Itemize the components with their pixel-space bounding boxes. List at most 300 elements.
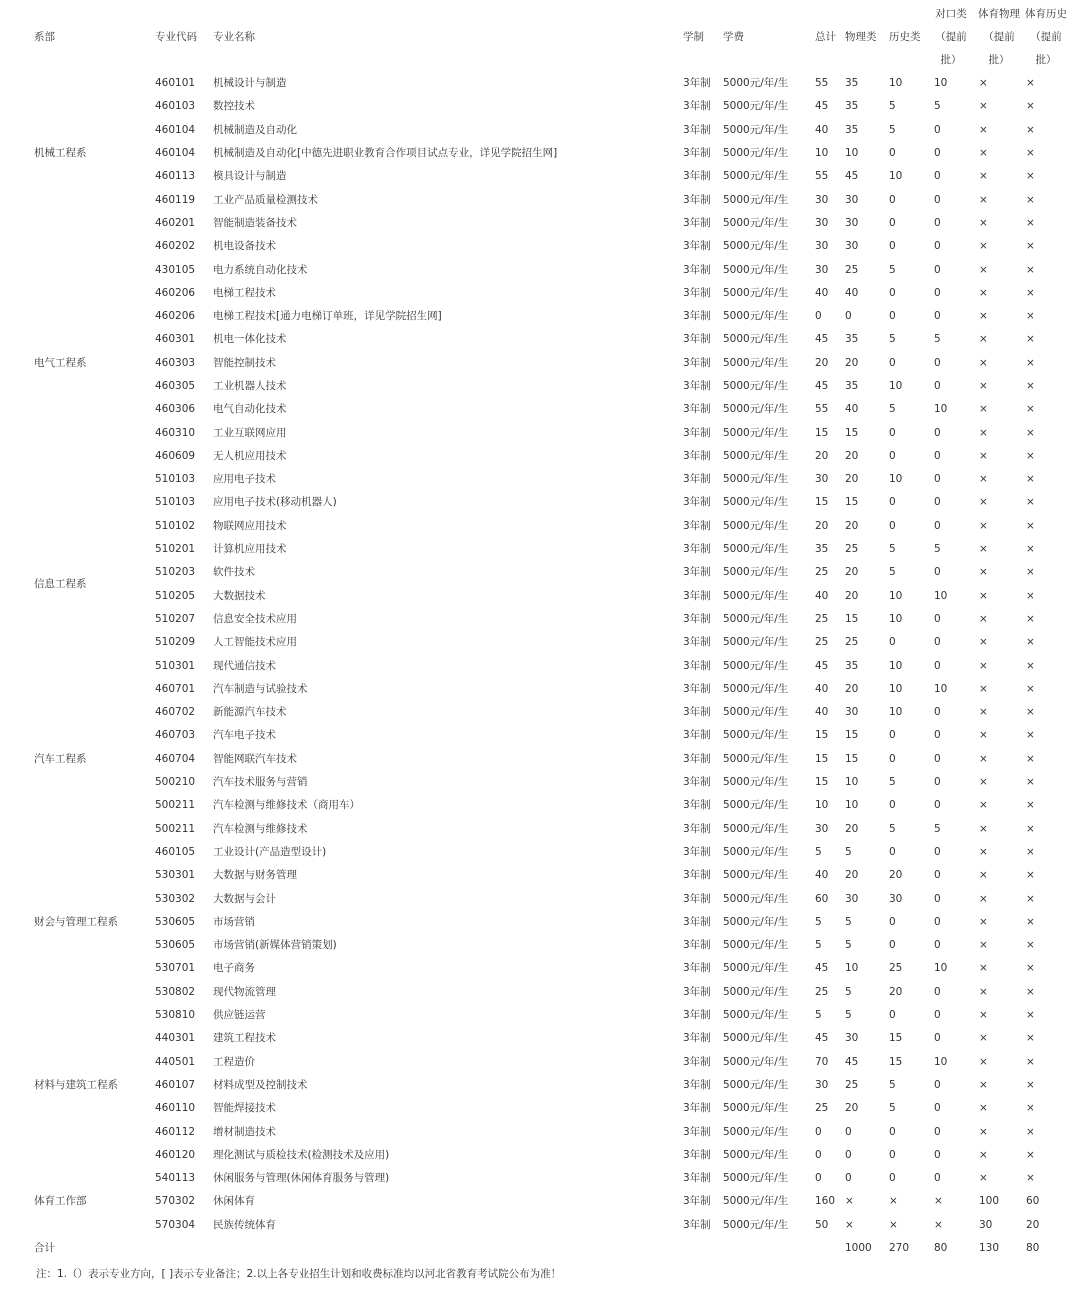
cell-sport-physics: × [979, 123, 988, 136]
cell-fee: 5000元/年/生 [723, 682, 789, 695]
cell-duration: 3年制 [683, 822, 711, 835]
cell-name: 软件技术 [213, 566, 255, 579]
cell-physics: 30 [845, 892, 859, 905]
cell-name: 应用电子技术(移动机器人) [213, 496, 337, 509]
cell-duikou: 0 [934, 752, 941, 765]
header-sport-physics-line1: 体育物理 [978, 8, 1020, 20]
cell-history: 10 [889, 659, 903, 672]
cell-name: 人工智能技术应用 [213, 636, 297, 649]
cell-code: 430105 [155, 263, 196, 276]
cell-history: 0 [889, 449, 896, 462]
table-row [0, 188, 1087, 211]
cell-sport-physics: × [979, 752, 988, 765]
cell-name: 智能制造装备技术 [213, 216, 297, 229]
cell-fee: 5000元/年/生 [723, 426, 789, 439]
cell-code: 500210 [155, 776, 196, 789]
cell-duikou: 0 [934, 566, 941, 579]
cell-duration: 3年制 [683, 1218, 711, 1231]
cell-sport-history: × [1026, 100, 1035, 113]
cell-duikou: 0 [934, 193, 941, 206]
cell-total: 40 [815, 123, 829, 136]
cell-history: 0 [889, 1009, 896, 1022]
cell-duration: 3年制 [683, 1009, 711, 1022]
cell-fee: 5000元/年/生 [723, 1055, 789, 1068]
table-row [0, 515, 1087, 538]
cell-total: 25 [815, 566, 829, 579]
cell-duration: 3年制 [683, 566, 711, 579]
cell-sport-history: × [1026, 240, 1035, 253]
cell-fee: 5000元/年/生 [723, 286, 789, 299]
cell-fee: 5000元/年/生 [723, 752, 789, 765]
cell-sport-physics: × [979, 263, 988, 276]
cell-history: 0 [889, 729, 896, 742]
cell-sport-history: × [1026, 426, 1035, 439]
cell-sport-history: 60 [1026, 1195, 1040, 1208]
cell-duikou: 0 [934, 310, 941, 323]
table-row [0, 701, 1087, 724]
cell-history: 0 [889, 193, 896, 206]
total-sport-physics: 130 [979, 1241, 1000, 1254]
cell-code: 460201 [155, 216, 196, 229]
cell-name: 市场营销 [213, 915, 255, 928]
cell-code: 460101 [155, 77, 196, 90]
cell-duration: 3年制 [683, 100, 711, 113]
cell-total: 25 [815, 1102, 829, 1115]
cell-sport-physics: × [979, 822, 988, 835]
cell-history: 0 [889, 915, 896, 928]
cell-code: 530301 [155, 869, 196, 882]
cell-sport-history: × [1026, 636, 1035, 649]
cell-fee: 5000元/年/生 [723, 915, 789, 928]
cell-sport-history: × [1026, 310, 1035, 323]
table-header [0, 0, 1087, 72]
cell-fee: 5000元/年/生 [723, 333, 789, 346]
table-row [0, 95, 1087, 118]
cell-name: 智能控制技术 [213, 356, 276, 369]
cell-sport-physics: × [979, 473, 988, 486]
cell-duikou: 0 [934, 799, 941, 812]
cell-sport-history: × [1026, 1125, 1035, 1138]
cell-sport-history: × [1026, 1009, 1035, 1022]
cell-physics: 0 [845, 1125, 852, 1138]
table-row [0, 794, 1087, 817]
cell-code: 460310 [155, 426, 196, 439]
cell-fee: 5000元/年/生 [723, 356, 789, 369]
cell-total: 5 [815, 939, 822, 952]
cell-name: 电梯工程技术 [213, 286, 276, 299]
dept-name: 材料与建筑工程系 [34, 1078, 118, 1091]
cell-total: 45 [815, 659, 829, 672]
cell-code: 530802 [155, 985, 196, 998]
cell-physics: 15 [845, 496, 859, 509]
cell-code: 510103 [155, 496, 196, 509]
header-total: 总计 [815, 31, 836, 43]
cell-fee: 5000元/年/生 [723, 566, 789, 579]
cell-code: 460103 [155, 100, 196, 113]
cell-history: 0 [889, 216, 896, 229]
cell-duration: 3年制 [683, 729, 711, 742]
cell-history: 15 [889, 1032, 903, 1045]
table-row [0, 235, 1087, 258]
cell-name: 物联网应用技术 [213, 519, 287, 532]
header-history: 历史类 [889, 31, 921, 43]
cell-sport-history: × [1026, 286, 1035, 299]
cell-physics: 35 [845, 123, 859, 136]
cell-history: 5 [889, 1102, 896, 1115]
cell-fee: 5000元/年/生 [723, 543, 789, 556]
cell-name: 现代物流管理 [213, 985, 276, 998]
cell-total: 10 [815, 799, 829, 812]
cell-physics: 15 [845, 752, 859, 765]
cell-total: 40 [815, 869, 829, 882]
cell-name: 理化测试与质检技术(检测技术及应用) [213, 1148, 390, 1161]
cell-name: 汽车检测与维修技术 [213, 822, 308, 835]
table-row [0, 72, 1087, 95]
cell-code: 570302 [155, 1195, 196, 1208]
cell-history: 30 [889, 892, 903, 905]
header-duikou-line2: （提前 [935, 31, 967, 43]
cell-sport-physics: × [979, 845, 988, 858]
header-name: 专业名称 [213, 31, 255, 43]
cell-physics: 30 [845, 216, 859, 229]
cell-code: 460120 [155, 1148, 196, 1161]
cell-code: 460113 [155, 170, 196, 183]
cell-duikou: 0 [934, 915, 941, 928]
cell-duikou: 0 [934, 612, 941, 625]
cell-name: 信息安全技术应用 [213, 612, 297, 625]
table-row [0, 654, 1087, 677]
cell-duration: 3年制 [683, 449, 711, 462]
table-row [0, 887, 1087, 910]
cell-sport-physics: × [979, 1102, 988, 1115]
cell-physics: 10 [845, 799, 859, 812]
header-code: 专业代码 [155, 31, 197, 43]
cell-fee: 5000元/年/生 [723, 589, 789, 602]
cell-code: 510207 [155, 612, 196, 625]
cell-sport-history: × [1026, 77, 1035, 90]
cell-duikou: 0 [934, 123, 941, 136]
cell-history: 5 [889, 333, 896, 346]
cell-duration: 3年制 [683, 1032, 711, 1045]
cell-physics: 20 [845, 566, 859, 579]
cell-code: 510209 [155, 636, 196, 649]
cell-total: 50 [815, 1218, 829, 1231]
cell-duration: 3年制 [683, 612, 711, 625]
cell-total: 40 [815, 706, 829, 719]
dept-name: 信息工程系 [34, 578, 87, 591]
cell-duikou: 10 [934, 1055, 948, 1068]
cell-sport-physics: × [979, 519, 988, 532]
cell-history: 15 [889, 1055, 903, 1068]
cell-sport-history: × [1026, 845, 1035, 858]
cell-history: 0 [889, 240, 896, 253]
table-body [0, 72, 1087, 1260]
cell-sport-physics: × [979, 612, 988, 625]
cell-physics: 20 [845, 1102, 859, 1115]
cell-history: 0 [889, 147, 896, 160]
cell-code: 460703 [155, 729, 196, 742]
cell-sport-history: × [1026, 473, 1035, 486]
cell-history: 20 [889, 869, 903, 882]
cell-name: 数控技术 [213, 100, 255, 113]
table-row [0, 1120, 1087, 1143]
cell-physics: 35 [845, 380, 859, 392]
cell-history: 0 [889, 752, 896, 765]
total-physics: 1000 [845, 1241, 872, 1254]
cell-total: 60 [815, 892, 829, 905]
cell-duration: 3年制 [683, 1172, 711, 1185]
cell-code: 460305 [155, 380, 196, 392]
cell-sport-history: × [1026, 496, 1035, 509]
header-duration: 学制 [683, 31, 704, 43]
table-row [0, 1027, 1087, 1050]
table-row [0, 608, 1087, 631]
cell-duration: 3年制 [683, 193, 711, 206]
cell-history: 0 [889, 519, 896, 532]
cell-name: 汽车检测与维修技术（商用车） [213, 799, 360, 812]
cell-code: 530810 [155, 1009, 196, 1022]
dept-name: 机械工程系 [34, 147, 87, 160]
header-sport-history-line3: 批） [1035, 54, 1057, 66]
cell-history: 0 [889, 286, 896, 299]
cell-duikou: 0 [934, 985, 941, 998]
total-row [0, 1237, 1087, 1260]
cell-fee: 5000元/年/生 [723, 100, 789, 113]
cell-sport-history: × [1026, 356, 1035, 369]
cell-history: × [889, 1195, 898, 1208]
cell-fee: 5000元/年/生 [723, 240, 789, 253]
enrollment-table [0, 72, 1087, 1260]
table-row [0, 421, 1087, 444]
cell-fee: 5000元/年/生 [723, 193, 789, 206]
cell-name: 工业机器人技术 [213, 380, 287, 392]
dept-name: 汽车工程系 [34, 752, 87, 765]
table-row [0, 119, 1087, 142]
cell-total: 30 [815, 240, 829, 253]
cell-code: 460110 [155, 1102, 196, 1115]
cell-name: 增材制造技术 [213, 1125, 276, 1138]
cell-sport-physics: × [979, 962, 988, 975]
cell-name: 市场营销(新媒体营销策划) [213, 939, 337, 952]
cell-duikou: × [934, 1195, 943, 1208]
cell-total: 30 [815, 473, 829, 486]
cell-duikou: 0 [934, 380, 941, 392]
cell-total: 15 [815, 729, 829, 742]
cell-duration: 3年制 [683, 776, 711, 789]
cell-duration: 3年制 [683, 869, 711, 882]
cell-total: 55 [815, 403, 829, 416]
cell-code: 540113 [155, 1172, 196, 1185]
cell-duration: 3年制 [683, 286, 711, 299]
cell-duration: 3年制 [683, 240, 711, 253]
cell-name: 现代通信技术 [213, 659, 276, 672]
cell-physics: 10 [845, 776, 859, 789]
total-duikou: 80 [934, 1241, 948, 1254]
cell-sport-physics: × [979, 985, 988, 998]
cell-history: 10 [889, 380, 903, 392]
cell-fee: 5000元/年/生 [723, 170, 789, 183]
cell-duration: 3年制 [683, 147, 711, 160]
cell-sport-history: × [1026, 193, 1035, 206]
cell-sport-history: × [1026, 892, 1035, 905]
cell-history: × [889, 1218, 898, 1231]
cell-total: 45 [815, 333, 829, 346]
cell-physics: 10 [845, 147, 859, 160]
total-sport-history: 80 [1026, 1241, 1040, 1254]
cell-sport-history: × [1026, 1032, 1035, 1045]
cell-duration: 3年制 [683, 403, 711, 416]
cell-fee: 5000元/年/生 [723, 519, 789, 532]
cell-history: 5 [889, 123, 896, 136]
cell-duration: 3年制 [683, 333, 711, 346]
cell-sport-history: × [1026, 403, 1035, 416]
cell-physics: 45 [845, 170, 859, 183]
cell-sport-history: × [1026, 519, 1035, 532]
cell-physics: 20 [845, 356, 859, 369]
cell-duikou: 0 [934, 240, 941, 253]
cell-duikou: 0 [934, 776, 941, 789]
cell-duration: 3年制 [683, 845, 711, 858]
cell-history: 0 [889, 310, 896, 323]
cell-physics: 30 [845, 240, 859, 253]
cell-sport-physics: × [979, 589, 988, 602]
table-row [0, 957, 1087, 980]
cell-code: 500211 [155, 822, 196, 835]
header-duikou-line3: 批） [940, 54, 962, 66]
cell-fee: 5000元/年/生 [723, 310, 789, 323]
cell-fee: 5000元/年/生 [723, 496, 789, 509]
table-row [0, 1004, 1087, 1027]
table-row [0, 352, 1087, 375]
cell-name: 无人机应用技术 [213, 449, 287, 462]
table-row [0, 212, 1087, 235]
cell-total: 25 [815, 636, 829, 649]
cell-fee: 5000元/年/生 [723, 799, 789, 812]
cell-duikou: 0 [934, 426, 941, 439]
cell-fee: 5000元/年/生 [723, 869, 789, 882]
cell-sport-history: × [1026, 147, 1035, 160]
table-row [0, 398, 1087, 421]
header-sport-physics-line2: （提前 [983, 31, 1015, 43]
cell-duration: 3年制 [683, 310, 711, 323]
cell-duikou: 10 [934, 682, 948, 695]
table-row [0, 771, 1087, 794]
cell-sport-physics: × [979, 426, 988, 439]
cell-history: 10 [889, 589, 903, 602]
cell-name: 工业互联网应用 [213, 426, 287, 439]
cell-history: 5 [889, 263, 896, 276]
cell-code: 460301 [155, 333, 196, 346]
cell-name: 休闲服务与管理(休闲体育服务与管理) [213, 1172, 390, 1185]
cell-duration: 3年制 [683, 752, 711, 765]
cell-history: 0 [889, 1148, 896, 1161]
cell-total: 40 [815, 589, 829, 602]
cell-fee: 5000元/年/生 [723, 1148, 789, 1161]
cell-history: 0 [889, 1125, 896, 1138]
table-row [0, 748, 1087, 771]
cell-sport-physics: × [979, 1032, 988, 1045]
cell-fee: 5000元/年/生 [723, 1078, 789, 1091]
table-row [0, 142, 1087, 165]
cell-fee: 5000元/年/生 [723, 985, 789, 998]
table-row [0, 1214, 1087, 1237]
cell-duikou: 0 [934, 706, 941, 719]
cell-sport-history: × [1026, 939, 1035, 952]
cell-history: 10 [889, 612, 903, 625]
cell-sport-history: × [1026, 869, 1035, 882]
table-row [0, 841, 1087, 864]
cell-sport-physics: × [979, 100, 988, 113]
cell-name: 大数据与会计 [213, 892, 276, 905]
table-row [0, 911, 1087, 934]
cell-physics: 20 [845, 473, 859, 486]
table-row [0, 818, 1087, 841]
cell-sport-physics: 100 [979, 1195, 1000, 1208]
cell-total: 35 [815, 543, 829, 556]
total-label: 合计 [34, 1241, 55, 1254]
cell-sport-physics: × [979, 286, 988, 299]
cell-code: 510201 [155, 543, 196, 556]
cell-sport-physics: × [979, 1055, 988, 1068]
table-row [0, 585, 1087, 608]
cell-sport-physics: × [979, 799, 988, 812]
cell-physics: 20 [845, 589, 859, 602]
cell-total: 30 [815, 263, 829, 276]
cell-sport-history: × [1026, 1148, 1035, 1161]
cell-code: 460704 [155, 752, 196, 765]
cell-code: 440501 [155, 1055, 196, 1068]
cell-total: 25 [815, 985, 829, 998]
cell-physics: 25 [845, 263, 859, 276]
cell-duration: 3年制 [683, 473, 711, 486]
cell-physics: 5 [845, 845, 852, 858]
cell-physics: 25 [845, 636, 859, 649]
table-row [0, 305, 1087, 328]
cell-fee: 5000元/年/生 [723, 1102, 789, 1115]
cell-fee: 5000元/年/生 [723, 1125, 789, 1138]
cell-history: 10 [889, 170, 903, 183]
cell-total: 0 [815, 310, 822, 323]
cell-sport-physics: × [979, 496, 988, 509]
table-row [0, 375, 1087, 398]
cell-duration: 3年制 [683, 892, 711, 905]
cell-duikou: 10 [934, 589, 948, 602]
cell-sport-history: × [1026, 612, 1035, 625]
cell-duration: 3年制 [683, 426, 711, 439]
cell-code: 460609 [155, 449, 196, 462]
cell-total: 160 [815, 1195, 836, 1208]
cell-name: 模具设计与制造 [213, 170, 287, 183]
cell-history: 10 [889, 706, 903, 719]
cell-sport-history: × [1026, 822, 1035, 835]
cell-name: 机械制造及自动化[中德先进职业教育合作项目试点专业，详见学院招生网] [213, 147, 558, 160]
cell-duration: 3年制 [683, 1148, 711, 1161]
cell-name: 智能网联汽车技术 [213, 752, 297, 765]
cell-sport-history: × [1026, 915, 1035, 928]
cell-sport-physics: × [979, 380, 988, 392]
table-row [0, 468, 1087, 491]
cell-sport-physics: 30 [979, 1218, 993, 1231]
cell-duration: 3年制 [683, 1078, 711, 1091]
cell-history: 0 [889, 799, 896, 812]
cell-duration: 3年制 [683, 706, 711, 719]
table-row [0, 561, 1087, 584]
cell-total: 0 [815, 1148, 822, 1161]
cell-sport-history: × [1026, 543, 1035, 556]
cell-total: 45 [815, 1032, 829, 1045]
cell-fee: 5000元/年/生 [723, 1218, 789, 1231]
cell-fee: 5000元/年/生 [723, 403, 789, 416]
